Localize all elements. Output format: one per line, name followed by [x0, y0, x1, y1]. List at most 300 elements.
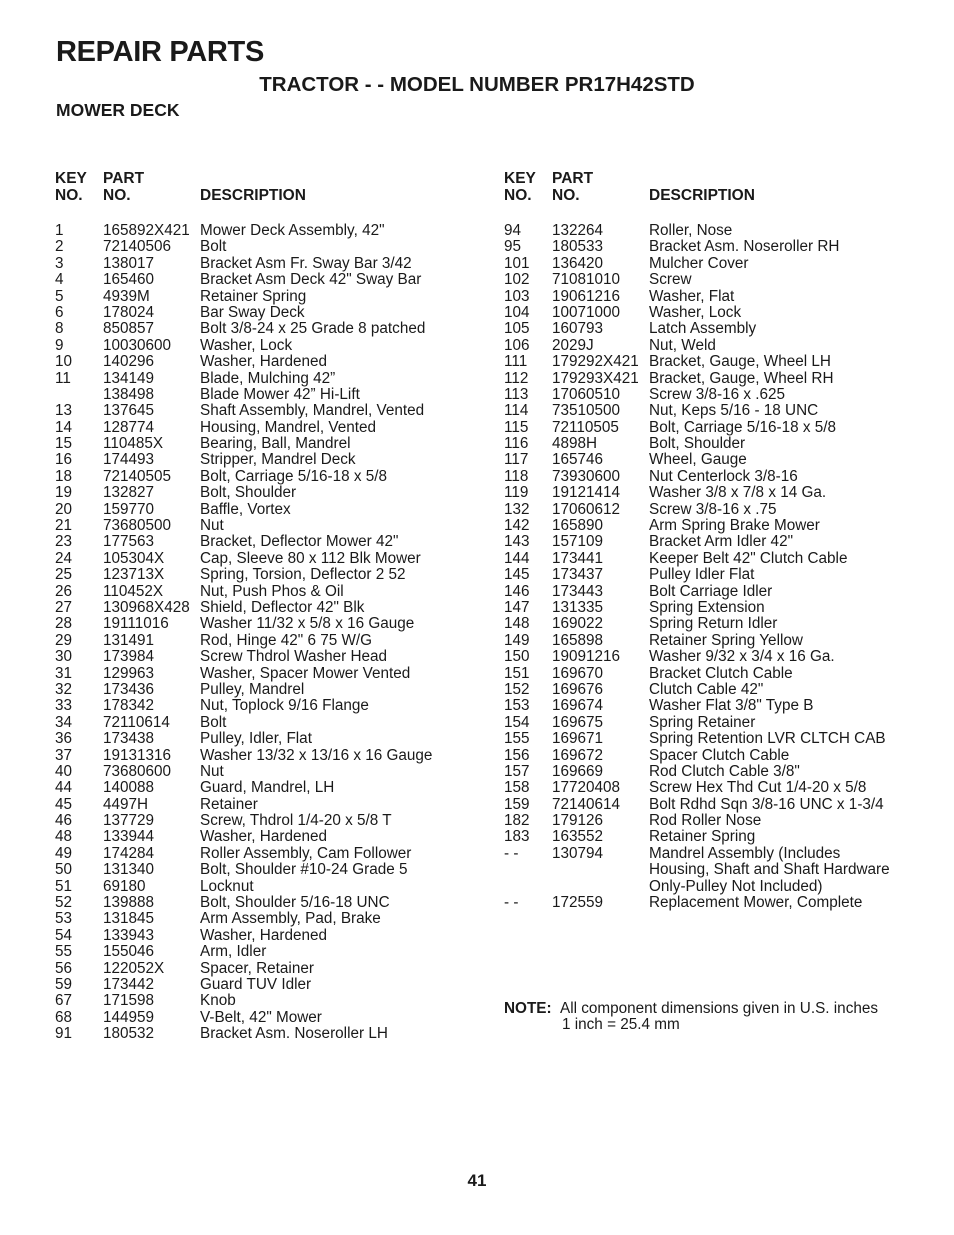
table-row [55, 371, 432, 387]
key-no-cell: 157 [504, 762, 530, 780]
description-cell: Wheel, Gauge [649, 451, 747, 469]
key-no-header: KEY NO. [55, 170, 87, 204]
part-no-cell: 71081010 [552, 271, 621, 289]
description-cell: Knob [200, 992, 236, 1010]
key-no-cell: 6 [55, 303, 64, 321]
description-cell: Locknut [200, 877, 254, 895]
part-no-cell: 137645 [103, 402, 155, 420]
part-no-cell: 130968X428 [103, 598, 190, 616]
key-no-cell: 142 [504, 517, 530, 535]
key-no-cell: 11 [55, 369, 71, 387]
description-cell: Bracket Asm Fr. Sway Bar 3/42 [200, 254, 412, 272]
key-no-cell: 158 [504, 779, 530, 797]
part-no-cell: 139888 [103, 894, 155, 912]
part-no-cell: 169676 [552, 680, 604, 698]
page-title: REPAIR PARTS [56, 36, 265, 68]
section-heading: MOWER DECK [56, 100, 180, 120]
part-no-cell: 169671 [552, 730, 604, 748]
description-cell: Shield, Deflector 42" Blk [200, 598, 365, 616]
part-no-cell: 72140506 [103, 238, 172, 256]
description-cell: Arm Spring Brake Mower [649, 517, 820, 535]
table-row [504, 518, 890, 534]
part-no-cell: 73680500 [103, 517, 172, 535]
key-no-cell: 104 [504, 303, 530, 321]
key-no-cell: 5 [55, 287, 64, 305]
key-no-cell: 40 [55, 762, 73, 780]
part-no-cell [552, 862, 649, 878]
description-cell: Washer, Lock [200, 336, 293, 354]
part-no-cell: 138498 [103, 385, 155, 403]
description-cell: Roller Assembly, Cam Follower [200, 844, 412, 862]
note-label: NOTE: [504, 1000, 552, 1017]
description-cell: Washer 9/32 x 3/4 x 16 Ga. [649, 648, 835, 666]
parts-table-right [504, 170, 890, 911]
key-no-cell [504, 862, 552, 878]
description-cell: Bolt, Carriage 5/16-18 x 5/8 [649, 418, 837, 436]
table-row [55, 321, 432, 337]
key-no-cell: 154 [504, 713, 530, 731]
part-no-cell: 10030600 [103, 336, 172, 354]
table-row [55, 993, 432, 1009]
description-cell: Arm Assembly, Pad, Brake [200, 910, 381, 928]
part-no-cell: 173984 [103, 648, 155, 666]
table-row [504, 862, 890, 878]
part-no-cell: 165890 [552, 517, 604, 535]
table-row [504, 436, 890, 452]
description-cell: Screw, Thdrol 1/4-20 x 5/8 T [200, 812, 392, 830]
key-no-cell: 112 [504, 369, 529, 387]
description-cell: Mulcher Cover [649, 254, 749, 272]
description-header: DESCRIPTION [649, 187, 755, 204]
part-no-cell: 72110614 [103, 713, 170, 731]
key-no-cell: 145 [504, 566, 530, 584]
part-no-cell: 110452X [103, 582, 164, 600]
table-row [55, 387, 432, 403]
table-row [504, 289, 890, 305]
part-no-cell: 165746 [552, 451, 604, 469]
table-row [504, 616, 890, 632]
description-cell: Bolt, Shoulder [200, 484, 297, 502]
key-no-cell: 155 [504, 730, 530, 748]
part-no-cell: 169674 [552, 697, 604, 715]
key-no-cell: 144 [504, 549, 530, 567]
key-no-header: KEY NO. [504, 170, 536, 204]
table-row [55, 748, 432, 764]
part-no-cell: 72140614 [552, 795, 621, 813]
dimensions-note [504, 1001, 878, 1033]
key-no-cell: - - [504, 894, 519, 912]
key-no-cell: 149 [504, 631, 530, 649]
part-no-cell: 136420 [552, 254, 604, 272]
part-no-cell: 171598 [103, 992, 155, 1010]
description-cell: Pulley, Idler, Flat [200, 730, 312, 748]
description-cell: Retainer Spring Yellow [649, 631, 803, 649]
key-no-cell: 153 [504, 697, 530, 715]
key-no-cell: 25 [55, 566, 73, 584]
table-row [504, 485, 890, 501]
table-row [55, 551, 432, 567]
description-cell: Spring Retainer [649, 713, 756, 731]
part-no-cell: 4497H [103, 795, 149, 813]
description-cell: Keeper Belt 42" Clutch Cable [649, 549, 848, 567]
description-cell: Mandrel Assembly (Includes [649, 844, 841, 862]
table-row [55, 895, 432, 911]
part-no-cell: 140088 [103, 779, 155, 797]
key-no-cell: 105 [504, 320, 530, 338]
part-no-cell: 130794 [552, 844, 604, 862]
table-row [55, 649, 432, 665]
description-cell: Screw Hex Thd Cut 1/4-20 x 5/8 [649, 779, 867, 797]
key-no-cell: 143 [504, 533, 530, 551]
part-no-cell: 134149 [103, 369, 155, 387]
table-header [504, 170, 890, 206]
table-row [55, 452, 432, 468]
description-cell: Washer 13/32 x 13/16 x 16 Gauge [200, 746, 433, 764]
table-row [504, 502, 890, 518]
table-row [55, 518, 432, 534]
key-no-cell: 115 [504, 418, 529, 436]
key-no-cell: 103 [504, 287, 530, 305]
description-cell: Bolt [200, 238, 227, 256]
table-row [55, 780, 432, 796]
parts-list-left [55, 223, 432, 1043]
description-cell: Bolt, Shoulder [649, 435, 746, 453]
table-row [504, 223, 890, 239]
part-no-cell: 160793 [552, 320, 604, 338]
table-row [504, 895, 890, 911]
description-cell: Bracket, Gauge, Wheel LH [649, 353, 831, 371]
description-cell: Bracket Asm. Noseroller LH [200, 1025, 388, 1043]
part-no-cell: 19061216 [552, 287, 621, 305]
description-cell: Washer 3/8 x 7/8 x 14 Ga. [649, 484, 827, 502]
description-cell: Mower Deck Assembly, 42" [200, 222, 385, 239]
table-row [504, 748, 890, 764]
part-no-cell: 172559 [552, 894, 604, 912]
key-no-cell: 31 [55, 664, 73, 682]
description-cell: Washer 11/32 x 5/8 x 16 Gauge [200, 615, 415, 633]
key-no-cell: 27 [55, 598, 73, 616]
description-cell: Bracket, Deflector Mower 42" [200, 533, 399, 551]
part-no-cell: 110485X [103, 435, 164, 453]
part-no-cell: 179126 [552, 812, 604, 830]
key-no-cell: 49 [55, 844, 73, 862]
description-cell: Washer, Hardened [200, 353, 327, 371]
part-no-header: PART NO. [552, 170, 594, 204]
description-cell: Rod Clutch Cable 3/8" [649, 762, 800, 780]
table-row [55, 764, 432, 780]
part-no-cell: 19131316 [103, 746, 172, 764]
table-row [504, 371, 890, 387]
description-cell: Nut, Toplock 9/16 Flange [200, 697, 369, 715]
key-no-cell: - - [504, 844, 519, 862]
part-no-cell: 69180 [103, 877, 146, 895]
part-no-cell: 131335 [552, 598, 604, 616]
table-row [504, 551, 890, 567]
description-cell: Retainer Spring [649, 828, 756, 846]
description-cell: Screw 3/8-16 x .625 [649, 385, 786, 403]
table-row [504, 633, 890, 649]
description-cell: Bracket Arm Idler 42" [649, 533, 794, 551]
table-row [55, 305, 432, 321]
key-no-cell: 10 [55, 353, 73, 371]
description-cell: Bracket Clutch Cable [649, 664, 793, 682]
description-cell: Guard TUV Idler [200, 975, 312, 993]
key-no-cell: 118 [504, 467, 529, 485]
table-row [504, 420, 890, 436]
part-no-cell: 129963 [103, 664, 155, 682]
key-no-cell: 113 [504, 385, 529, 403]
description-cell: Bolt 3/8-24 x 25 Grade 8 patched [200, 320, 426, 338]
key-no-cell: 13 [55, 402, 73, 420]
part-no-cell: 178342 [103, 697, 155, 715]
table-row [504, 682, 890, 698]
table-row [55, 633, 432, 649]
description-cell: Baffle, Vortex [200, 500, 291, 518]
key-no-cell: 18 [55, 467, 73, 485]
description-cell: Pulley Idler Flat [649, 566, 755, 584]
part-no-cell: 157109 [552, 533, 604, 551]
table-row [504, 403, 890, 419]
part-no-cell: 174284 [103, 844, 155, 862]
table-row [504, 666, 890, 682]
part-no-cell: 173441 [552, 549, 604, 567]
table-row [55, 846, 432, 862]
key-no-cell: 23 [55, 533, 73, 551]
part-no-cell: 72140505 [103, 467, 172, 485]
table-row [504, 305, 890, 321]
part-no-cell: 180532 [103, 1025, 155, 1043]
key-no-cell: 148 [504, 615, 530, 633]
description-cell: Bearing, Ball, Mandrel [200, 435, 351, 453]
description-cell: Screw [649, 271, 692, 289]
table-row [55, 961, 432, 977]
table-row [55, 534, 432, 550]
key-no-cell: 24 [55, 549, 73, 567]
part-no-cell: 850857 [103, 320, 155, 338]
description-cell: Retainer [200, 795, 258, 813]
part-no-cell: 2029J [552, 336, 594, 354]
key-no-cell: 16 [55, 451, 73, 469]
part-no-cell: 137729 [103, 812, 155, 830]
table-row [55, 1010, 432, 1026]
key-no-cell: 54 [55, 926, 73, 944]
part-no-cell: 123713X [103, 566, 165, 584]
description-cell: Bracket Asm. Noseroller RH [649, 238, 840, 256]
key-no-cell: 101 [504, 254, 530, 272]
table-row [55, 698, 432, 714]
description-cell: Bolt Carriage Idler [649, 582, 773, 600]
key-no-cell: 119 [504, 484, 529, 502]
description-cell: Latch Assembly [649, 320, 757, 338]
part-no-cell: 177563 [103, 533, 155, 551]
description-cell: Nut, Keps 5/16 - 18 UNC [649, 402, 819, 420]
description-cell: Bracket, Gauge, Wheel RH [649, 369, 834, 387]
key-no-cell: 94 [504, 222, 522, 239]
part-no-cell: 72110505 [552, 418, 619, 436]
table-row [504, 797, 890, 813]
part-no-cell: 133944 [103, 828, 155, 846]
key-no-cell: 91 [55, 1025, 73, 1043]
description-cell: Housing, Shaft and Shaft Hardware [649, 861, 890, 879]
description-cell: Bolt, Shoulder #10-24 Grade 5 [200, 861, 408, 879]
key-no-cell: 15 [55, 435, 73, 453]
description-cell: Clutch Cable 42" [649, 680, 764, 698]
key-no-cell: 68 [55, 1008, 73, 1026]
description-cell: Roller, Nose [649, 222, 733, 239]
page-number: 41 [467, 1171, 487, 1190]
part-no-cell: 4939M [103, 287, 150, 305]
key-no-cell: 8 [55, 320, 64, 338]
description-cell: Washer, Lock [649, 303, 742, 321]
key-no-cell: 156 [504, 746, 530, 764]
part-no-cell: 173442 [103, 975, 155, 993]
table-row [55, 616, 432, 632]
table-row [504, 813, 890, 829]
table-row [55, 797, 432, 813]
description-cell: Screw Thdrol Washer Head [200, 648, 388, 666]
key-no-cell: 51 [55, 877, 73, 895]
part-no-header: PART NO. [103, 170, 145, 204]
table-row [504, 272, 890, 288]
key-no-cell: 1 [55, 222, 64, 239]
parts-list-right [504, 223, 890, 911]
table-row [55, 239, 432, 255]
table-row [55, 944, 432, 960]
key-no-cell: 159 [504, 795, 530, 813]
part-no-cell: 10071000 [552, 303, 621, 321]
description-cell: Spring Retention LVR CLTCH CAB [649, 730, 886, 748]
description-cell: Blade Mower 42” Hi-Lift [200, 385, 360, 403]
key-no-cell: 183 [504, 828, 530, 846]
description-cell: Nut [200, 762, 224, 780]
description-cell: Screw 3/8-16 x .75 [649, 500, 777, 518]
description-cell: Rod, Hinge 42" 6 75 W/G [200, 631, 373, 649]
table-row [55, 862, 432, 878]
description-cell: Only-Pulley Not Included) [649, 877, 823, 895]
table-row [504, 321, 890, 337]
table-row [504, 567, 890, 583]
table-row [55, 567, 432, 583]
table-row [504, 846, 890, 862]
description-cell: Spacer, Retainer [200, 959, 314, 977]
key-no-cell: 37 [55, 746, 73, 764]
key-no-cell: 116 [504, 435, 529, 453]
table-row [55, 436, 432, 452]
part-no-cell: 178024 [103, 303, 155, 321]
part-no-cell: 132264 [552, 222, 604, 239]
part-no-cell: 131340 [103, 861, 155, 879]
part-no-cell: 173436 [103, 680, 155, 698]
part-no-cell: 165892X421 [103, 222, 190, 239]
key-no-cell: 28 [55, 615, 73, 633]
table-row [55, 485, 432, 501]
part-no-cell: 140296 [103, 353, 155, 371]
key-no-cell: 114 [504, 402, 529, 420]
part-no-cell: 169670 [552, 664, 604, 682]
table-row [55, 682, 432, 698]
key-no-cell: 147 [504, 598, 530, 616]
table-row [504, 354, 890, 370]
key-no-cell: 106 [504, 336, 530, 354]
description-cell: Nut, Weld [649, 336, 716, 354]
key-no-cell: 21 [55, 517, 73, 535]
part-no-cell: 19121414 [552, 484, 621, 502]
description-cell: Bolt Rdhd Sqn 3/8-16 UNC x 1-3/4 [649, 795, 884, 813]
description-cell: Blade, Mulching 42” [200, 369, 336, 387]
key-no-cell: 56 [55, 959, 73, 977]
description-cell: Nut Centerlock 3/8-16 [649, 467, 798, 485]
table-row [504, 584, 890, 600]
table-row [504, 698, 890, 714]
description-cell: Bracket Asm Deck 42" Sway Bar [200, 271, 422, 289]
key-no-cell: 33 [55, 697, 73, 715]
table-row [55, 879, 432, 895]
table-row [504, 469, 890, 485]
table-row [55, 829, 432, 845]
description-cell: Spacer Clutch Cable [649, 746, 790, 764]
key-no-cell: 20 [55, 500, 73, 518]
parts-table-left [55, 170, 432, 1043]
part-no-cell: 163552 [552, 828, 604, 846]
table-row [55, 223, 432, 239]
table-row [504, 829, 890, 845]
description-cell: Bar Sway Deck [200, 303, 305, 321]
key-no-cell: 19 [55, 484, 73, 502]
description-cell: Bolt, Shoulder 5/16-18 UNC [200, 894, 390, 912]
description-cell: Pulley, Mandrel [200, 680, 305, 698]
part-no-cell: 169672 [552, 746, 604, 764]
model-subtitle: TRACTOR - - MODEL NUMBER PR17H42STD [259, 73, 695, 96]
description-cell: Washer, Flat [649, 287, 735, 305]
part-no-cell: 122052X [103, 959, 165, 977]
table-row [55, 584, 432, 600]
description-cell: Spring Extension [649, 598, 765, 616]
part-no-cell: 132827 [103, 484, 155, 502]
key-no-cell [55, 387, 103, 403]
table-row [504, 534, 890, 550]
table-row [504, 600, 890, 616]
table-row [55, 403, 432, 419]
description-cell: Spring, Torsion, Deflector 2 52 [200, 566, 406, 584]
description-cell: Replacement Mower, Complete [649, 894, 863, 912]
key-no-cell: 52 [55, 894, 73, 912]
table-row [504, 715, 890, 731]
key-no-cell: 26 [55, 582, 73, 600]
part-no-cell: 174493 [103, 451, 155, 469]
table-row [504, 387, 890, 403]
description-cell: Nut [200, 517, 224, 535]
table-row [55, 420, 432, 436]
key-no-cell: 95 [504, 238, 522, 256]
key-no-cell: 4 [55, 271, 64, 289]
key-no-cell: 30 [55, 648, 73, 666]
key-no-cell: 44 [55, 779, 73, 797]
description-cell: Washer Flat 3/8" Type B [649, 697, 814, 715]
key-no-cell: 59 [55, 975, 73, 993]
table-row [504, 780, 890, 796]
table-row [504, 256, 890, 272]
key-no-cell: 146 [504, 582, 530, 600]
table-row [55, 928, 432, 944]
part-no-cell: 159770 [103, 500, 155, 518]
key-no-cell: 152 [504, 680, 530, 698]
key-no-cell: 29 [55, 631, 73, 649]
key-no-cell: 182 [504, 812, 530, 830]
table-row [504, 239, 890, 255]
table-row [504, 338, 890, 354]
table-row [55, 715, 432, 731]
part-no-cell: 173438 [103, 730, 155, 748]
